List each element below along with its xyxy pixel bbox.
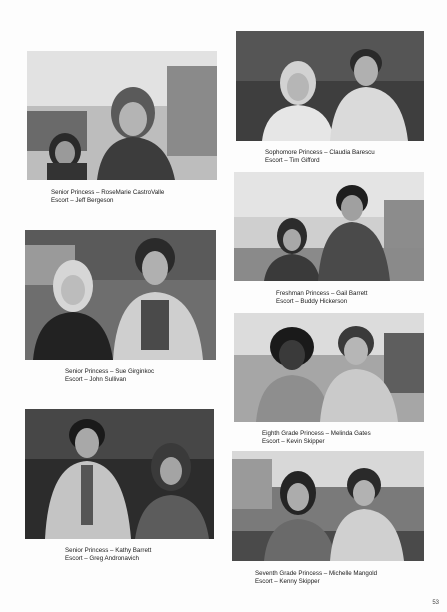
caption-escort: Escort – Kenny Skipper xyxy=(255,577,320,585)
caption-freshman-barrett xyxy=(276,290,367,305)
caption-title: Seventh Grade Princess – Michelle Mangold xyxy=(255,570,378,577)
caption-title: Freshman Princess – Gail Barrett xyxy=(276,290,368,297)
caption-escort: Escort – Kevin Skipper xyxy=(262,437,325,445)
caption-title: Eighth Grade Princess – Melinda Gates xyxy=(262,430,371,437)
caption-escort: Escort – Greg Andronavich xyxy=(65,554,139,562)
caption-title: Senior Princess – Kathy Barrett xyxy=(65,547,152,554)
photo-senior-girginkoc xyxy=(25,230,216,360)
caption-title: Senior Princess – RoseMarie CastroValle xyxy=(51,189,165,196)
photo-eighth-gates xyxy=(234,313,424,422)
caption-escort: Escort – Tim Gifford xyxy=(265,156,320,164)
caption-sophomore-barescu xyxy=(265,149,375,164)
caption-escort: Escort – John Sullivan xyxy=(65,375,127,383)
caption-title: Sophomore Princess – Claudia Barescu xyxy=(265,149,375,156)
caption-senior-barrett xyxy=(65,547,151,562)
photo-senior-castrovalle xyxy=(27,51,217,180)
photo-sophomore-barescu xyxy=(236,31,424,141)
caption-escort: Escort – Buddy Hickerson xyxy=(276,297,348,305)
photo-senior-barrett xyxy=(25,409,214,539)
caption-escort: Escort – Jeff Bergeson xyxy=(51,196,114,204)
caption-seventh-mangold xyxy=(255,570,377,585)
photo-seventh-mangold xyxy=(232,451,424,561)
caption-senior-girginkoc xyxy=(65,368,154,383)
photo-freshman-barrett xyxy=(234,172,424,281)
caption-title: Senior Princess – Sue Girginkoc xyxy=(65,368,155,375)
caption-senior-castrovalle xyxy=(51,189,164,204)
page-number: 53 xyxy=(432,600,439,606)
caption-eighth-gates xyxy=(262,430,371,445)
